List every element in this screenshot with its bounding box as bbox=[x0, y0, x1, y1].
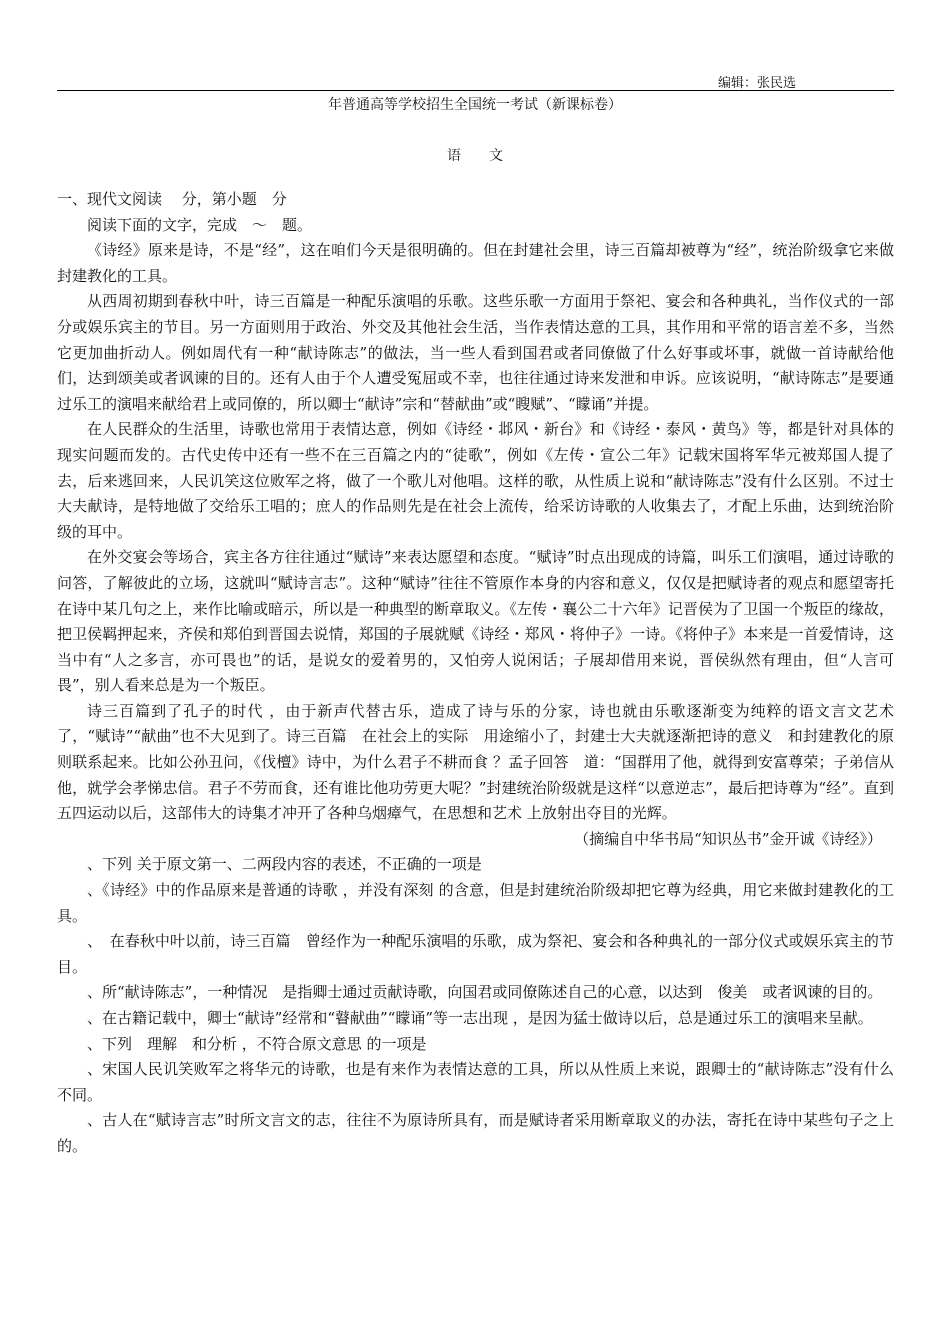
question-option: 、所“献诗陈志”，一种情况 是指卿士通过贡献诗歌，向国君或同僚陈述自己的心意，以达到 俊美 或者讽谏的目的。 bbox=[87, 983, 883, 1002]
passage-paragraph: 诗三百篇到了孔子的时代 ，由于新声代替古乐，造成了诗与乐的分家，诗也就由乐歌逐渐变为纯粹的语文言文艺术 了，“赋诗”“献曲”也不大见到了。诗三百篇 在社会上的实际 用途缩小了，封建士大夫就逐渐把诗的意义 和封建教化的原则联系起来。比如公孙丑问，《伐檀》诗中，为什么君子不耕而食 ？孟子回答 道：“国群用了他，就得到安富尊荣；子弟信从他，就学会孝悌忠信。君子不劳而食，还有谁比他功劳更大呢？”封建统治阶级就是这样“以意逆志”，最后把诗尊为“经”。直到五四运动以后，这部伟大的诗集才冲开了各种乌烟瘴气，在思想和艺术 上放射出夺目的光辉。 bbox=[57, 701, 894, 823]
passage-paragraph: 在人民群众的生活里，诗歌也常用于表情达意，例如《诗经・邶风・新台》和《诗经・泰风・黄鸟》等，都是针对具体的现实问题而发的。古代史传中还有一些不在三百篇之内的“徒歌”，例如《左传・宣公二年》记载宋国将军华元被郑国人提了去，后来逃回来，人民讥笑这位败军之将，做了一个歌儿对他唱。这样的歌，从性质上说和“献诗陈志”没有什么区别。不过士大夫献诗，是特地做了交给乐工唱的；庶人的作品则先是在社会上流传，给采访诗歌的人收集去了，才配上乐曲，达到统治阶级的耳中。 bbox=[57, 420, 894, 541]
question-stem: 、下列 关于原文第一、二两段内容的表述，不正确的一项是 bbox=[87, 855, 482, 874]
instruction-text: 阅读下面的文字，完成 ～ 题。 bbox=[87, 215, 313, 234]
question-option: 、《诗经》中的作品原来是普通的诗歌 ，并没有深刻 的含意，但是封建统治阶级却把它尊为经典，用它来做封建教化的工具。 bbox=[57, 881, 894, 925]
section-heading: 一、现代文阅读 分，第小题 分 bbox=[57, 190, 287, 208]
editor-credit: 编辑：张民选 bbox=[718, 76, 797, 91]
document-body bbox=[57, 187, 894, 1160]
subject-title: 语文 bbox=[447, 148, 531, 164]
passage-paragraph: 从西周初期到春秋中叶，诗三百篇是一种配乐演唱的乐歌。这些乐歌一方面用于祭祀、宴会和各种典礼，当作仪式的一部分或娱乐宾主的节目。另一方面则用于政治、外交及其他社会生活，当作表情达意的工具，其作用和平常的语言差不多，当然它更加曲折动人。例如周代有一种“献诗陈志”的做法，当一些人看到国君或者同僚做了什么好事或坏事，就做一首诗献给他们，达到颂美或者讽谏的目的。还有人由于个人遭受冤屈或不幸，也往往通过诗来发泄和申诉。应该说明，“献诗陈志”是要通过乐工的演唱来献给君上或同僚的，所以卿士“献诗”宗和“替献曲”或“瞍赋”、“矇诵”并提。 bbox=[57, 292, 894, 413]
header-rule bbox=[57, 90, 894, 91]
question-option: 、宋国人民讥笑败军之将华元的诗歌，也是有来作为表情达意的工具，所以从性质上来说，跟卿士的“献诗陈志”没有什么不同。 bbox=[57, 1060, 894, 1104]
question-stem: 、下列 理解 和分析 ，不符合原文意思 的一项是 bbox=[87, 1034, 427, 1053]
exam-title: 年普通高等学校招生全国统一考试（新课标卷） bbox=[328, 97, 622, 113]
passage-source: （摘编自中华书局“知识丛书”金开诚《诗经》） bbox=[574, 829, 882, 848]
question-option: 、古人在“赋诗言志”时所文言文的志，往往不为原诗所具有，而是赋诗者采用断章取义的办法，寄托在诗中某些句子之上的。 bbox=[57, 1111, 894, 1155]
passage-paragraph: 《诗经》原来是诗，不是“经”，这在咱们今天是很明确的。但在封建社会里，诗三百篇却被尊为“经”，统治阶级拿它来做封建教化的工具。 bbox=[57, 241, 894, 285]
passage-paragraph: 在外交宴会等场合，宾主各方往往通过“赋诗”来表达愿望和态度。“赋诗”时点出现成的诗篇，叫乐工们演唱，通过诗歌的问答，了解彼此的立场，这就叫“赋诗言志”。这种“赋诗”往往不管原作本身的内容和意义，仅仅是把赋诗者的观点和愿望寄托在诗中某几句之上，来作比喻或暗示，所以是一种典型的断章取义。《左传・襄公二十六年》记晋侯为了卫国一个叛臣的缘故，把卫侯羁押起来，齐侯和郑伯到晋国去说情，郑国的子展就赋《诗经・郑风・将仲子》一诗。《将仲子》本来是一首爱情诗，这当中有“人之多言，亦可畏也”的话，是说女的爱着男的，又怕旁人说闲话；子展却借用来说，晋侯纵然有理由，但“人言可畏”，别人看来总是为一个叛臣。 bbox=[57, 548, 894, 695]
question-option: 、 在春秋中叶以前，诗三百篇 曾经作为一种配乐演唱的乐歌，成为祭祀、宴会和各种典礼的一部分仪式或娱乐宾主的节目。 bbox=[57, 932, 894, 976]
question-option: 、在古籍记载中，卿士“献诗”经常和“瞽献曲”“矇诵”等一志出现 ，是因为猛士做诗以后，总是通过乐工的演唱来呈献。 bbox=[87, 1009, 873, 1027]
